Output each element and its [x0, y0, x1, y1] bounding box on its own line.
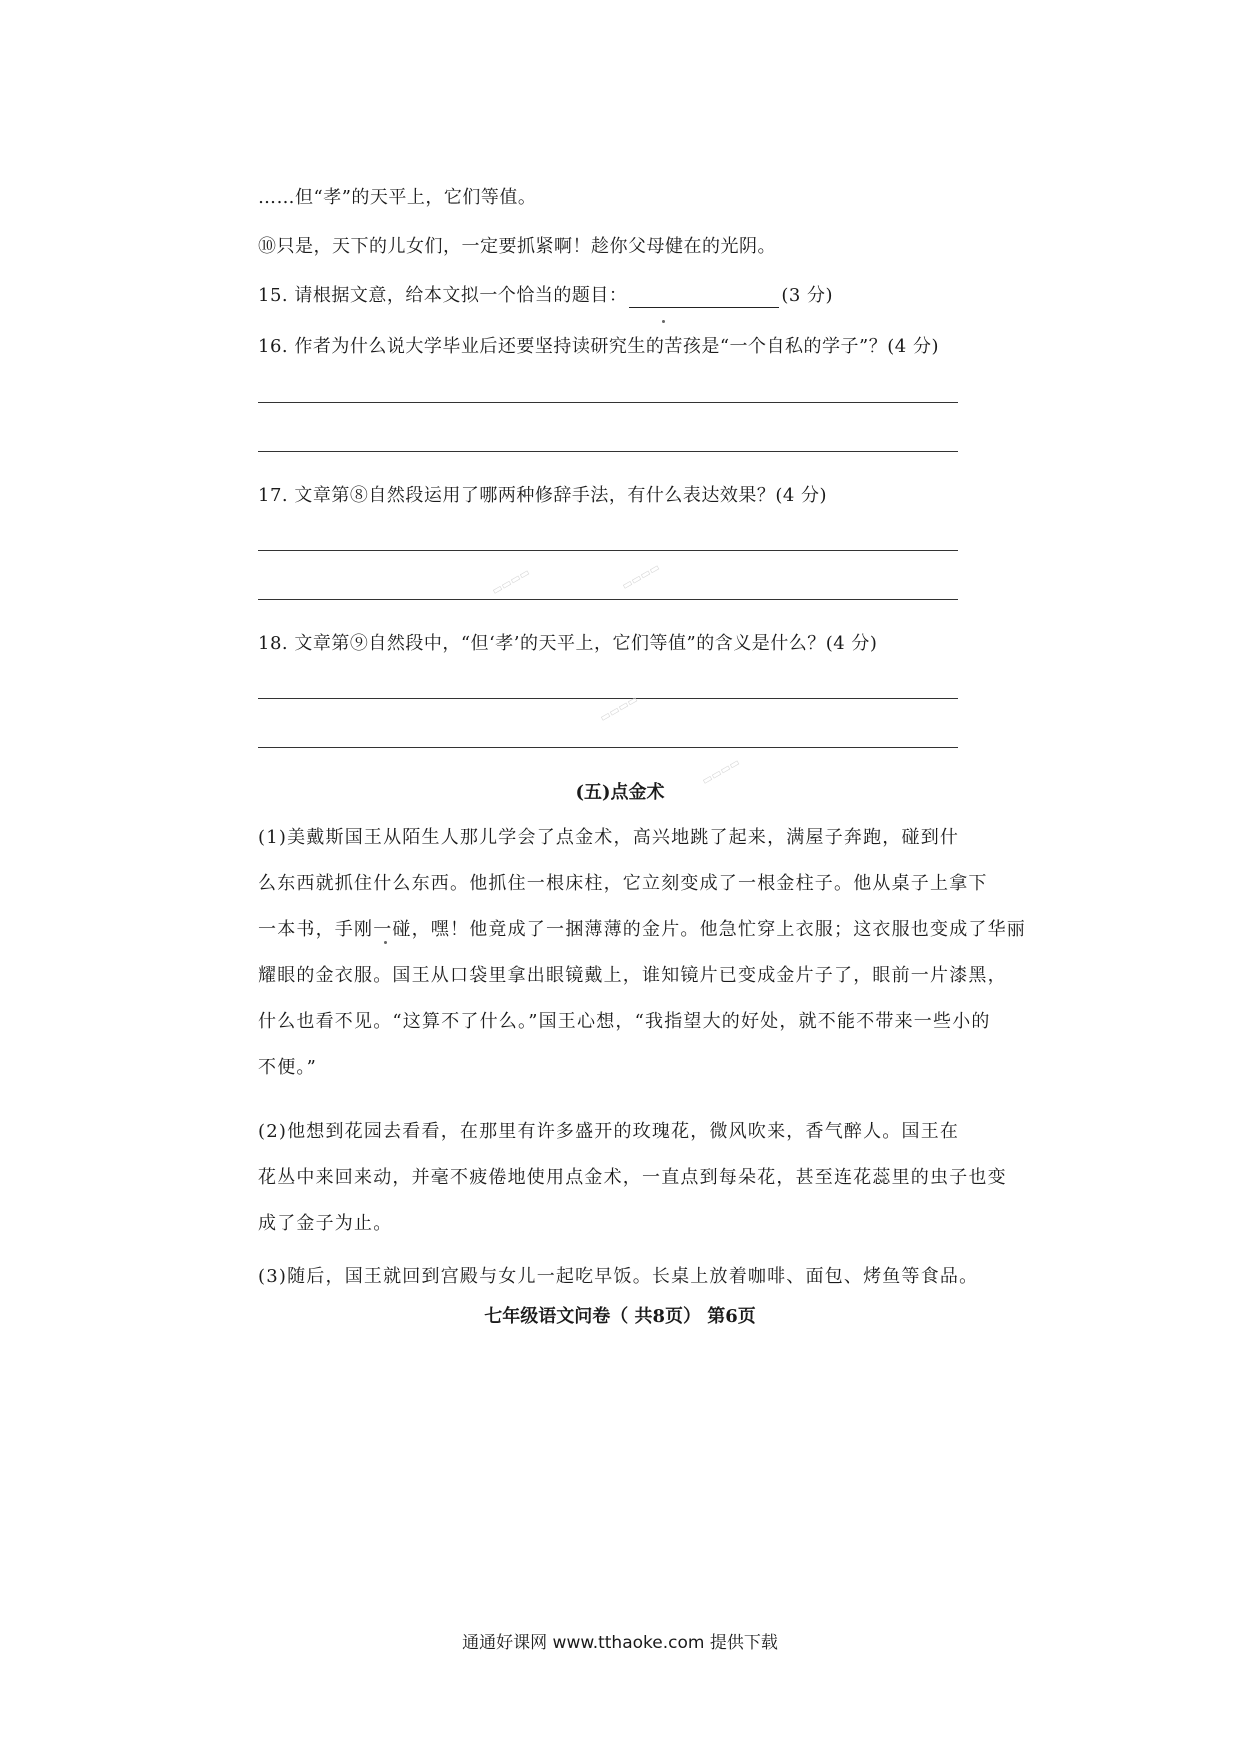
faint-watermark: ▭▭▭▭ [619, 560, 663, 593]
site-footer: 通通好课网 www.tthaoke.com 提供下载 [462, 1633, 778, 1653]
faint-watermark: ▭▭▭▭ [699, 755, 743, 788]
answer-line[interactable] [258, 451, 958, 452]
question-17: 17. 文章第⑧自然段运用了哪两种修辞手法，有什么表达效果？(4 分) [258, 485, 828, 506]
answer-line[interactable] [258, 747, 958, 748]
paragraph-line: (3)随后，国王就回到宫殿与女儿一起吃早饭。长桌上放着咖啡、面包、烤鱼等食品。 [258, 1266, 979, 1287]
passage-line-10: ⑩只是，天下的儿女们，一定要抓紧啊！趁你父母健在的光阴。 [258, 236, 776, 257]
question-16: 16. 作者为什么说大学毕业后还要坚持读研究生的苦孩是“一个自私的学子”？(4 分) [258, 336, 939, 357]
paragraph-line: 耀眼的金衣服。国王从口袋里拿出眼镜戴上，谁知镜片已变成金片子了，眼前一片漆黑， [258, 965, 1007, 986]
answer-line[interactable] [258, 550, 958, 551]
answer-line[interactable] [258, 599, 958, 600]
answer-blank-15[interactable] [629, 289, 779, 308]
question-15 [258, 284, 958, 308]
answer-line[interactable] [258, 402, 958, 403]
passage-line-9: ……但“孝”的天平上，它们等值。 [258, 187, 537, 208]
question-18: 18. 文章第⑨自然段中，“但‘孝’的天平上，它们等值”的含义是什么？(4 分) [258, 633, 878, 654]
page-number: 七年级语文问卷（ 共8页） 第6页 [484, 1306, 756, 1327]
paragraph-2 [258, 1120, 1007, 1258]
answer-line[interactable] [258, 698, 958, 699]
paragraph-line: 花丛中来回来动，并毫不疲倦地使用点金术，一直点到每朵花，甚至连花蕊里的虫子也变 [258, 1167, 1007, 1188]
paragraph-line: 么东西就抓住什么东西。他抓住一根床柱，它立刻变成了一根金柱子。他从桌子上拿下 [258, 873, 988, 894]
paragraph-1 [258, 826, 1026, 1102]
paragraph-line: 什么也看不见。“这算不了什么。”国王心想，“我指望大的好处，就不能不带来一些小的 [258, 1011, 991, 1032]
paragraph-line: (1)美戴斯国王从陌生人那儿学会了点金术，高兴地跳了起来，满屋子奔跑，碰到什 [258, 827, 960, 848]
paragraph-line: 一本书，手刚一碰，嘿！他竟成了一捆薄薄的金片。他急忙穿上衣服；这衣服也变成了华丽 [258, 919, 1026, 940]
paragraph-line: 成了金子为止。 [258, 1213, 393, 1234]
question-15-score: (3 分) [781, 285, 834, 306]
paragraph-line: 不便。” [258, 1057, 318, 1078]
scan-speck [384, 941, 387, 944]
faint-watermark: ▭▭▭▭ [597, 692, 641, 725]
faint-watermark: ▭▭▭▭ [489, 565, 533, 598]
question-15-text: 15. 请根据文意，给本文拟一个恰当的题目： [258, 285, 628, 306]
scan-speck [662, 320, 665, 323]
section-title: (五)点金术 [575, 782, 665, 803]
paragraph-line: (2)他想到花园去看看，在那里有许多盛开的玫瑰花，微风吹来，香气醉人。国王在 [258, 1121, 960, 1142]
